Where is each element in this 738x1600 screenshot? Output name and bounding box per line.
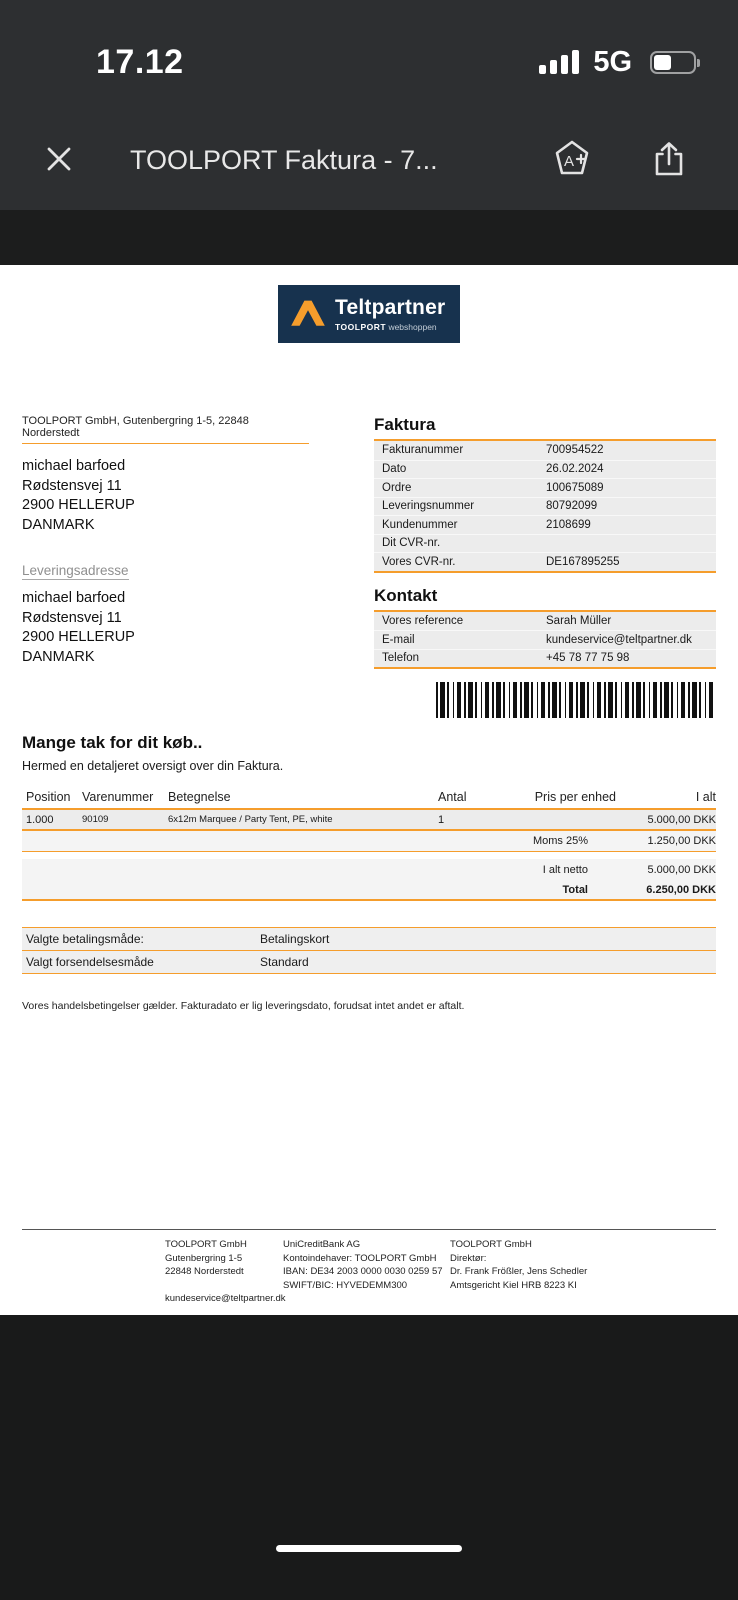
footer-line: 22848 Norderstedt [165,1266,244,1277]
table-row [374,441,716,460]
billing-address [22,457,352,535]
viewer-toolbar [0,110,738,210]
info-label: Ordre [382,481,412,494]
vat-label: Moms 25% [532,835,588,847]
footer-line: Dr. Frank Frößler, Jens Schedler [450,1266,588,1277]
footer-email: kundeservice@teltpartner.dk [165,1292,286,1304]
invoice-section-title: Faktura [374,415,436,434]
document-title: TOOLPORT Faktura - 7... [130,144,438,175]
close-button[interactable] [36,136,82,185]
payment-method-row [22,928,716,951]
info-label: Telefon [382,652,420,665]
network-type-label: 5G [593,45,632,78]
table-row [374,612,716,631]
header-position: Position [26,790,71,804]
table-row [374,534,716,553]
info-label: Fakturanummer [382,444,464,457]
table-row [374,497,716,516]
payment-method-label: Valgte betalingsmåde: [26,932,144,946]
table-row [374,630,716,649]
net-label: I alt netto [542,863,588,876]
address-column [22,415,352,718]
shipping-method-row [22,951,716,974]
signal-strength-icon [539,50,579,74]
footer-bank-column [283,1238,450,1305]
net-total-row [22,859,716,880]
delivery-street: Rødstensvej 11 [22,609,122,626]
items-header-row [22,786,716,810]
billing-city: 2900 HELLERUP [22,497,135,513]
share-icon [648,138,690,183]
item-position: 1.000 [26,813,54,826]
item-qty: 1 [438,813,445,826]
logo-sub-tag: webshoppen [386,321,437,332]
billing-name: michael barfoed [22,458,126,474]
info-value: 80792099 [546,500,598,513]
teltpartner-logo [278,285,460,343]
info-label: E-mail [382,633,415,646]
info-label: Dato [382,463,407,476]
logo-sub-bold: TOOLPORT [335,321,387,332]
info-value: 2108699 [546,518,591,531]
footer-line: TOOLPORT GmbH [450,1239,532,1250]
item-total: 5.000,00 DKK [647,813,716,826]
vat-row [22,831,716,852]
footer-company-column [165,1238,286,1305]
svg-text:A: A [564,152,575,170]
info-value: DE167895255 [546,555,620,568]
item-sku: 90109 [82,814,109,825]
table-row [374,649,716,668]
delivery-address [22,589,352,667]
footer-line: Kontoindehaver: TOOLPORT GmbH [283,1252,437,1264]
item-row [22,810,716,831]
payment-shipping-table [22,927,716,974]
info-value: 700954522 [546,444,604,457]
battery-icon [650,51,696,74]
annotate-button[interactable] [544,131,600,190]
barcode [436,682,716,718]
info-value: kundeservice@teltpartner.dk [546,633,692,646]
info-value: 26.02.2024 [546,463,604,476]
line-items-table [22,786,716,901]
table-row [374,460,716,479]
thank-you-heading: Mange tak for dit køb.. [22,733,203,752]
info-value: Sarah Müller [546,614,612,627]
viewer-background-bottom [0,1315,738,1600]
payment-method-value: Betalingskort [260,932,330,946]
viewer-background [0,210,738,265]
info-label: Dit CVR-nr. [382,537,441,550]
delivery-city: 2900 HELLERUP [22,629,135,645]
header-sku: Varenummer [82,790,154,804]
net-value: 5.000,00 DKK [647,863,716,876]
total-label: Total [562,883,588,896]
footer-line: Amtsgericht Kiel HRB 8223 KI [450,1279,577,1291]
status-indicators [539,46,696,79]
header-unit-price: Pris per enhed [534,790,616,804]
header-qty: Antal [438,790,467,804]
footer-legal-column [450,1238,716,1305]
item-description: 6x12m Marquee / Party Tent, PE, white [168,814,333,825]
status-bar [0,0,738,110]
footer-line: IBAN: DE34 2003 0000 0030 0259 57 [283,1266,443,1277]
header-total: I alt [695,790,716,804]
footer-line: Direktør: [450,1252,487,1264]
delivery-address-label: Leveringsadresse [22,563,129,578]
info-label: Vores CVR-nr. [382,555,456,568]
shipping-method-label: Valgt forsendelsesmåde [26,955,154,969]
info-value: +45 78 77 75 98 [546,652,630,665]
invoice-meta-column [374,415,716,718]
invoice-info-table [374,439,716,573]
terms-note: Vores handelsbetingelser gælder. Fakturadato er lig leveringsdato, forudsat intet andet er aftalt. [22,1000,465,1012]
info-label: Kundenummer [382,518,458,531]
header-description: Betegnelse [168,790,231,804]
table-row [374,552,716,571]
billing-country: DANMARK [22,516,95,533]
tent-icon [290,296,326,333]
clock: 17.12 [96,42,184,81]
contact-info-table [374,610,716,670]
delivery-country: DANMARK [22,648,95,665]
shipping-method-value: Standard [260,955,309,969]
thank-you-subtitle: Hermed en detaljeret oversigt over din Faktura. [22,759,284,773]
annotate-icon [550,137,594,184]
delivery-name: michael barfoed [22,590,126,606]
footer-line: SWIFT/BIC: HYVEDEMM300 [283,1279,408,1291]
footer-line: TOOLPORT GmbH [165,1239,247,1250]
invoice-footer [22,1229,716,1305]
table-row [374,515,716,534]
grand-total-row [22,880,716,901]
logo-brand-text: Teltpartner [335,295,446,319]
logo-sub-text [335,322,445,332]
close-icon [42,142,76,179]
info-label: Leveringsnummer [382,500,475,513]
table-row [374,478,716,497]
total-value: 6.250,00 DKK [646,883,716,896]
info-label: Vores reference [382,614,464,627]
billing-street: Rødstensvej 11 [22,477,122,494]
info-value: 100675089 [546,481,604,494]
contact-section-title: Kontakt [374,585,438,605]
sender-return-address: TOOLPORT GmbH, Gutenbergring 1-5, 22848 Norderstedt [22,415,309,444]
share-button[interactable] [642,132,696,189]
footer-line: Gutenbergring 1-5 [165,1252,243,1264]
pdf-page[interactable] [0,265,738,1315]
home-indicator[interactable] [276,1545,462,1552]
vat-value: 1.250,00 DKK [647,835,716,847]
footer-line: UniCreditBank AG [283,1239,361,1250]
